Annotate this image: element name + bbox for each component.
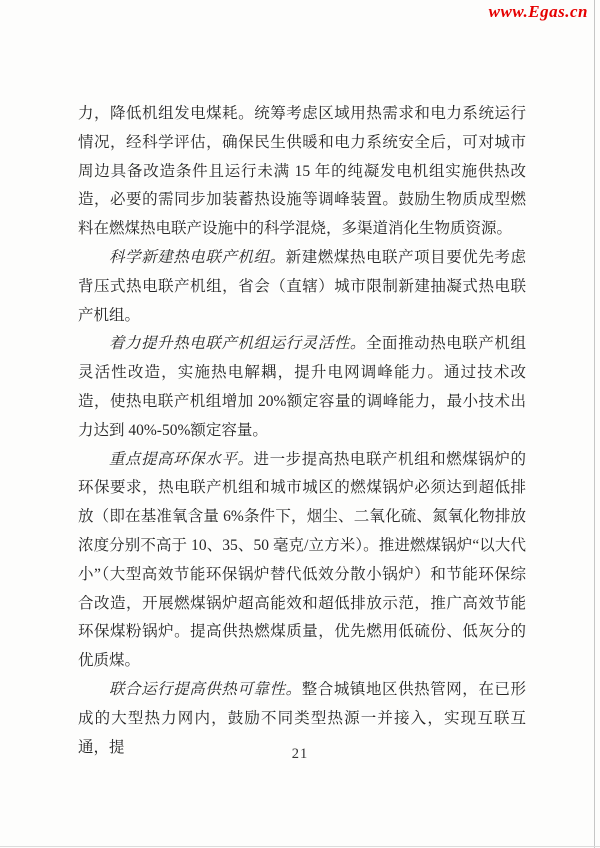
scan-edge-line-right bbox=[594, 0, 595, 848]
paragraph bbox=[78, 330, 526, 445]
paragraph-text: 全面推动热电联产机组灵活性改造，实施热电解耦，提升电网调峰能力。通过技术改造，使热电联产机组增加 20%额定容量的调峰能力，最小技术出力达到 40%-50%额定容量。 bbox=[78, 335, 526, 439]
page-number: 21 bbox=[291, 746, 309, 762]
paragraph bbox=[78, 244, 526, 330]
paragraph bbox=[78, 100, 526, 244]
scan-edge-line-bottom bbox=[0, 846, 600, 847]
paragraph-text: 进一步提高热电联产机组和燃煤锅炉的环保要求，热电联产机组和城市城区的燃煤锅炉必须达到超低排放（即在基准氧含量 6%条件下，烟尘、二氧化硫、氮氧化物排放浓度分别不高于 10、35、50 毫克/立方米）。推进燃煤锅炉“以大代小”（大型高效节能环保锅炉替代低效分散小锅炉）和节能环保综合改造，开展燃煤锅炉超高能效和超低排放示范，推广高效节能环保煤粉锅炉。提高供热燃煤质量，优先燃用低硫份、低灰分的优质煤。 bbox=[78, 450, 526, 670]
paragraph-lead: 着力提升热电联产机组运行灵活性。 bbox=[109, 335, 366, 353]
paragraph-text: 新建燃煤热电联产项目要优先考虑背压式热电联产机组，省会（直辖）城市限制新建抽凝式热电联产机组。 bbox=[78, 248, 526, 324]
paragraph-text: 整合城镇地区供热管网，在已形成的大型热力网内，鼓励不同类型热源一并接入，实现互联互通，提 bbox=[78, 680, 526, 756]
paragraph-lead: 重点提高环保水平。 bbox=[109, 450, 254, 468]
watermark-egas: www.Egas.cn bbox=[488, 2, 588, 21]
paragraph-lead: 科学新建热电联产机组。 bbox=[109, 248, 286, 266]
paragraph bbox=[78, 446, 526, 676]
paragraph-text: 力，降低机组发电煤耗。统筹考虑区域用热需求和电力系统运行情况，经科学评估，确保民生供暖和电力系统安全后，可对城市周边具备改造条件且运行未满 15 年的纯凝发电机组实施供热改造，必要的需同步加装蓄热设施等调峰装置。鼓励生物质成型燃料在燃煤热电联产设施中的科学混烧，多渠道消化生物质资源。 bbox=[78, 105, 526, 238]
document-body bbox=[78, 100, 526, 762]
paragraph-lead: 联合运行提高供热可靠性。 bbox=[109, 680, 302, 698]
